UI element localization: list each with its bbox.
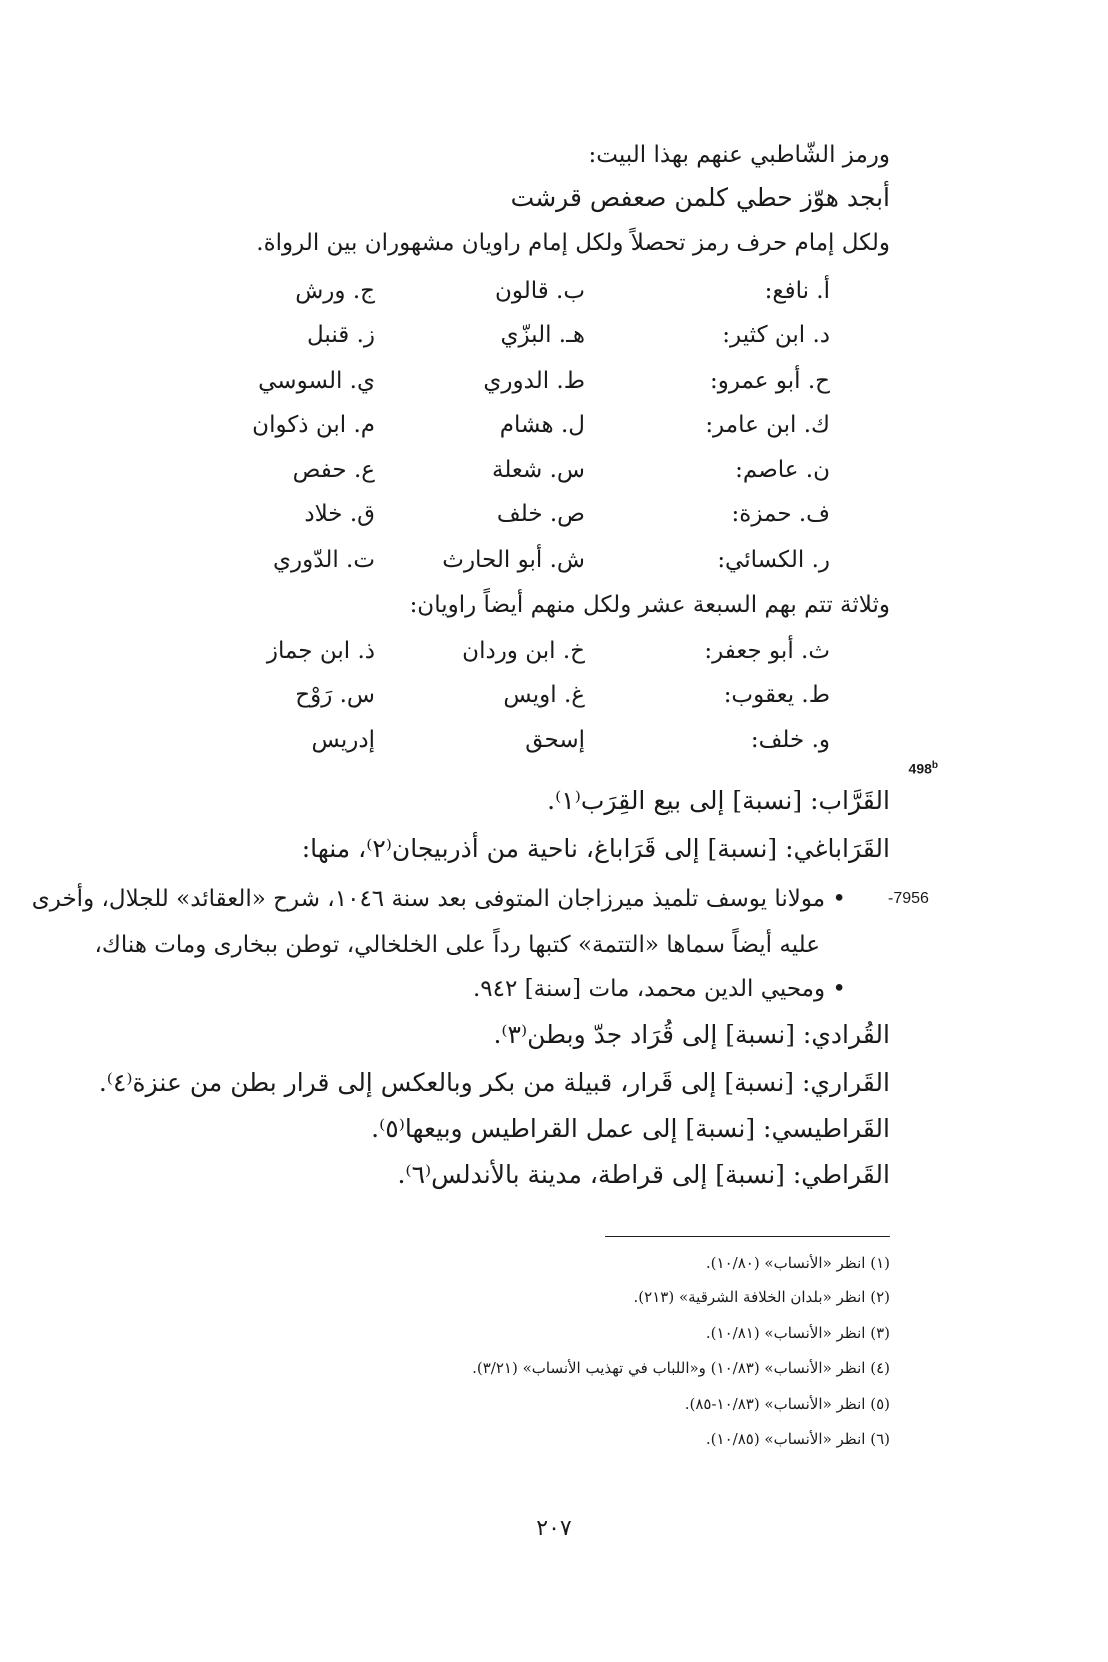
entry-muhyi: • ومحيي الدين محمد، مات [سنة] ٩٤٢. <box>472 976 846 1002</box>
imam-name: ف. حمزة: <box>731 501 830 527</box>
rawi-second: ق. خلاد <box>304 501 375 527</box>
imam-name: ر. الكسائي: <box>717 547 830 573</box>
entry-quradi: القُرادي: [نسبة] إلى قُرَاد جدّ وبطن⁽٣⁾. <box>493 1020 890 1049</box>
rawi-second: ج. ورش <box>295 278 375 304</box>
table-row <box>250 276 830 310</box>
entry-qarrab: القَرَّاب: [نسبة] إلى بيع القِرَب⁽١⁾. <box>547 786 890 815</box>
page-number: ٢٠٧ <box>536 1516 572 1541</box>
rawi-first: ب. قالون <box>494 278 585 304</box>
table-row <box>250 725 830 759</box>
table-row <box>250 545 830 579</box>
rawi-first: خ. ابن وردان <box>462 638 585 664</box>
imam-name: د. ابن كثير: <box>722 322 830 348</box>
table-row <box>250 320 830 354</box>
footnote: (٢) انظر «بلدان الخلافة الشرقية» (٢١٣). <box>633 1288 890 1306</box>
rawi-first: ص. خلف <box>496 501 585 527</box>
rawi-second: ز. قنبل <box>306 322 375 348</box>
imam-name: ط. يعقوب: <box>723 682 830 708</box>
intro-line-1: ورمز الشّاطبي عنهم بهذا البيت: <box>588 142 890 168</box>
rawi-second: ت. الدّوري <box>273 547 375 573</box>
rawi-second: ذ. ابن جماز <box>266 638 375 664</box>
entry-qarari: القَراري: [نسبة] إلى قَرار، قبيلة من بكر وبالعكس إلى قرار بطن من عنزة⁽٤⁾. <box>98 1068 890 1097</box>
footnote: (٣) انظر «الأنساب» (١٠/٨١). <box>705 1324 890 1342</box>
table-row <box>250 366 830 400</box>
imam-name: ث. أبو جعفر: <box>704 638 830 664</box>
imam-name: ن. عاصم: <box>735 457 830 483</box>
table-row <box>250 499 830 533</box>
imam-name: و. خلف: <box>750 727 830 753</box>
imam-name: ك. ابن عامر: <box>705 412 830 438</box>
entry-qarati: القَراطي: [نسبة] إلى قراطة، مدينة بالأندلس⁽٦⁾. <box>397 1160 890 1189</box>
table-row <box>250 680 830 714</box>
footnote: (٦) انظر «الأنساب» (١٠/٨٥). <box>705 1430 890 1448</box>
entry-yusuf-line-2: عليه أيضاً سماها «التتمة» كتبها رداً على الخلخالي، توطن ببخارى ومات هناك، <box>94 932 820 958</box>
table-row <box>250 636 830 670</box>
footnote: (٤) انظر «الأنساب» (١٠/٨٣) و«اللباب في تهذيب الأنساب» (٣/٢١). <box>472 1359 890 1377</box>
folio-marker: 498$^b$ <box>908 760 938 777</box>
entry-qarabaghi: القَرَاباغي: [نسبة] إلى قَرَاباغ، ناحية من أذربيجان⁽٢⁾، منها: <box>301 834 890 863</box>
rawi-first: س. شعلة <box>491 457 585 483</box>
table-row <box>250 455 830 489</box>
three-intro: وثلاثة تتم بهم السبعة عشر ولكل منهم أيضاً راويان: <box>409 592 890 618</box>
rawi-first: ل. هشام <box>499 412 585 438</box>
entry-yusuf-line-1: • مولانا يوسف تلميذ ميرزاجان المتوفى بعد سنة ١٠٤٦، شرح «العقائد» للجلال، وأخرى <box>31 886 846 912</box>
intro-verse: أبجد هوّز حطي كلمن صعفص قرشت <box>510 183 890 212</box>
rawi-second: ع. حفص <box>292 457 375 483</box>
rawi-second: ي. السوسي <box>258 368 375 394</box>
footnote-separator <box>605 1236 890 1237</box>
entry-number: -7956 <box>888 890 929 907</box>
entry-qaratisi: القَراطيسي: [نسبة] إلى عمل القراطيس وبيعها⁽٥⁾. <box>371 1114 890 1143</box>
intro-line-3: ولكل إمام حرف رمز تحصلاً ولكل إمام راويان مشهوران بين الرواة. <box>256 230 890 256</box>
rawi-first: ش. أبو الحارث <box>442 547 585 573</box>
rawi-second: س. رَوْح <box>295 682 375 708</box>
footnote: (٥) انظر «الأنساب» (١٠/٨٣-٨٥). <box>684 1395 890 1413</box>
imam-name: ح. أبو عمرو: <box>709 368 830 394</box>
rawi-first: ط. الدوري <box>483 368 585 394</box>
rawi-first: إسحق <box>525 727 585 753</box>
rawi-second: إدريس <box>311 727 375 753</box>
imam-name: أ. نافع: <box>764 278 830 304</box>
rawi-second: م. ابن ذكوان <box>252 412 375 438</box>
table-row <box>250 410 830 444</box>
footnote: (١) انظر «الأنساب» (١٠/٨٠). <box>705 1254 890 1272</box>
rawi-first: هـ. البزّي <box>500 322 585 348</box>
rawi-first: غ. اويس <box>503 682 585 708</box>
